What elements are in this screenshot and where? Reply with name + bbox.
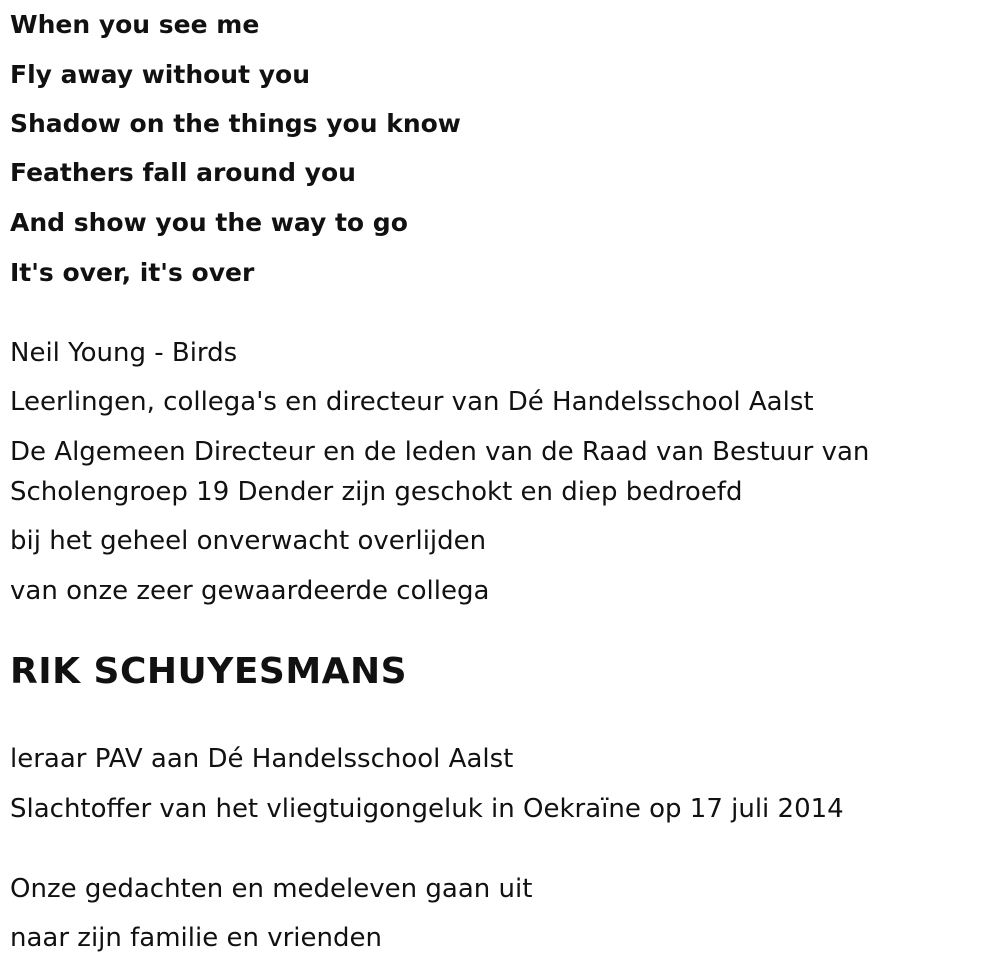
lyric-line-4: Feathers fall around you: [10, 158, 356, 187]
senders-line-2a: De Algemeen Directeur en de leden van de Raad van Bestuur van: [10, 437, 870, 467]
announcement-line-1: bij het geheel onverwacht overlijden: [10, 526, 487, 556]
lyric-line-6: It's over, it's over: [10, 258, 255, 287]
closing-line-1: Onze gedachten en medeleven gaan uit: [10, 874, 533, 904]
lyric-line-1: When you see me: [10, 10, 260, 39]
lyric-line-5: And show you the way to go: [10, 208, 408, 237]
announcement-line-2: van onze zeer gewaardeerde collega: [10, 576, 490, 606]
senders-line-2b: Scholengroep 19 Dender zijn geschokt en diep bedroefd: [10, 477, 743, 507]
deceased-name: RIK SCHUYESMANS: [10, 651, 408, 692]
circumstance-line: Slachtoffer van het vliegtuigongeluk in Oekraïne op 17 juli 2014: [10, 794, 844, 824]
senders-line-1: Leerlingen, collega's en directeur van Dé Handelsschool Aalst: [10, 387, 814, 417]
closing-line-2: naar zijn familie en vrienden: [10, 923, 382, 953]
song-attribution: Neil Young - Birds: [10, 338, 238, 368]
lyric-line-2: Fly away without you: [10, 60, 311, 89]
role-line: leraar PAV aan Dé Handelsschool Aalst: [10, 744, 514, 774]
lyric-line-3: Shadow on the things you know: [10, 109, 461, 138]
